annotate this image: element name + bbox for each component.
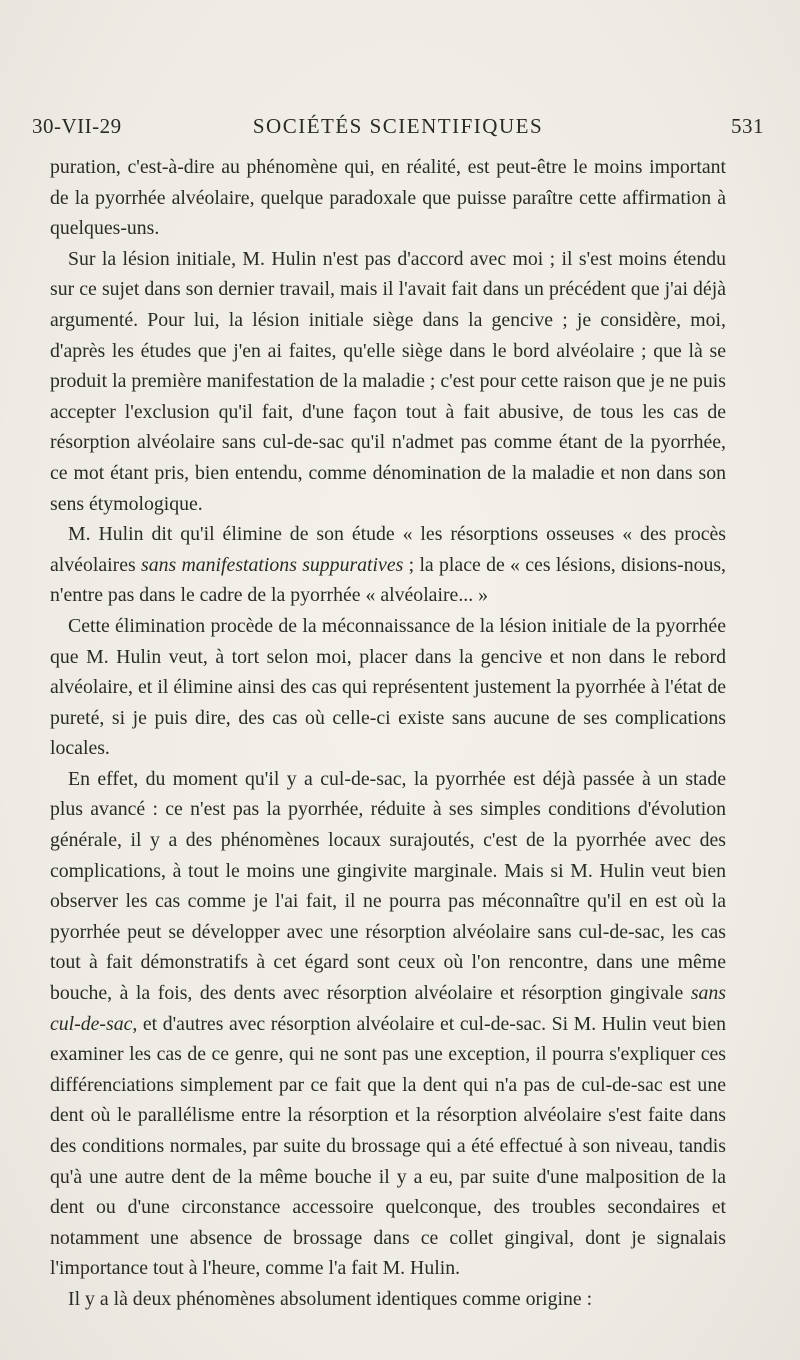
body-text bbox=[50, 152, 726, 1315]
italic-phrase: sans manifestations suppuratives bbox=[141, 553, 404, 576]
paragraph-continued: puration, c'est-à-dire au phénomène qui, en réalité, est peut-être le moins important de la pyorrhée alvéolaire, quelque paradoxale que puisse paraître cette affirmation à quelques-uns. bbox=[50, 156, 726, 240]
paragraph-two-phenomena: Il y a là deux phénomènes absolument identiques comme origine : bbox=[68, 1287, 593, 1310]
paragraph-cul-de-sac bbox=[50, 764, 726, 1284]
paragraph-initial-lesion: Sur la lésion initiale, M. Hulin n'est pas d'accord avec moi ; il s'est moins étendu sur ce sujet dans son dernier travail, mais il l'avait fait dans un précédent que j'ai déjà argumenté. Pour lui, la lésion initiale siège dans la gencive ; je considère, moi, d'après les études que j'en ai faites, qu'elle siège dans le bord alvéolaire ; que là se produit la première manifestation de la maladie ; c'est pour cette raison que je ne puis accepter l'exclusion qu'il fait, d'une façon tout à fait abusive, de tous les cas de résorption alvéolaire sans cul-de-sac qu'il n'admet pas comme étant de la pyorrhée, ce mot étant pris, bien entendu, comme dénomination de la maladie et non dans son sens étymologique. bbox=[50, 247, 726, 515]
paragraph-elimination: Cette élimination procède de la méconnaissance de la lésion initiale de la pyorrhée que M. Hulin veut, à tort selon moi, placer dans la gencive et non dans le rebord alvéolaire, et il élimine ainsi des cas qui représentent justement la pyorrhée à l'état de pureté, si je puis dire, des cas où celle-ci existe sans aucune de ses complications locales. bbox=[50, 614, 726, 760]
paragraph-text: ; la place de « ces lésions, disions-nous, n'entre pas dans le cadre de la pyorrhée « alvéolaire... » bbox=[50, 553, 727, 607]
paragraph-hulin-quote bbox=[50, 519, 726, 611]
running-header bbox=[32, 114, 764, 144]
header-date: 30-VII-29 bbox=[32, 114, 122, 138]
italic-phrase: sans cul-de-sac bbox=[50, 982, 726, 1035]
paragraph-text: M. Hulin dit qu'il élimine de son étude « les résorptions osseuses « des procès alvéolaires bbox=[50, 523, 726, 576]
header-running-title: SOCIÉTÉS SCIENTIFIQUES bbox=[252, 114, 544, 138]
paragraph-text: En effet, du moment qu'il y a cul-de-sac, la pyorrhée est déjà passée à un stade plus avancé : ce n'est pas la pyorrhée, réduite à ses simples conditions d'évolution générale, il y a des phénomènes locaux surajoutés, c'est de la pyorrhée avec des complications, à tout le moins une gingivite marginale. Mais si M. Hulin veut bien observer les cas comme je l'ai fait, il ne pourra pas méconnaître qu'il en est où la pyorrhée peut se développer avec une résorption alvéolaire sans cul-de-sac, les cas tout à fait démonstratifs à cet égard sont ceux où l'on rencontre, dans une même bouche, à la fois, des dents avec résorption alvéolaire et résorption gingivale bbox=[50, 767, 726, 1005]
header-page-number: 531 bbox=[731, 114, 764, 138]
paragraph-text: , et d'autres avec résorption alvéolaire et cul-de-sac. Si M. Hulin veut bien examiner les cas de ce genre, qui ne sont pas une exception, il pourra s'expliquer ces différenciations simplement par ce fait que la dent qui n'a pas de cul-de-sac est une dent où le parallélisme entre la résorption et la résorption alvéolaire s'est faite dans des conditions normales, par suite du brossage qui a été effectué à son niveau, tandis qu'à une autre dent de la même bouche il y a eu, par suite d'une malposition de la dent ou d'une circonstance accessoire quelconque, des troubles secondaires et notamment une absence de brossage dans ce collet gingival, dont je signalais l'importance tout à l'heure, comme l'a fait M. Hulin. bbox=[50, 1012, 726, 1280]
